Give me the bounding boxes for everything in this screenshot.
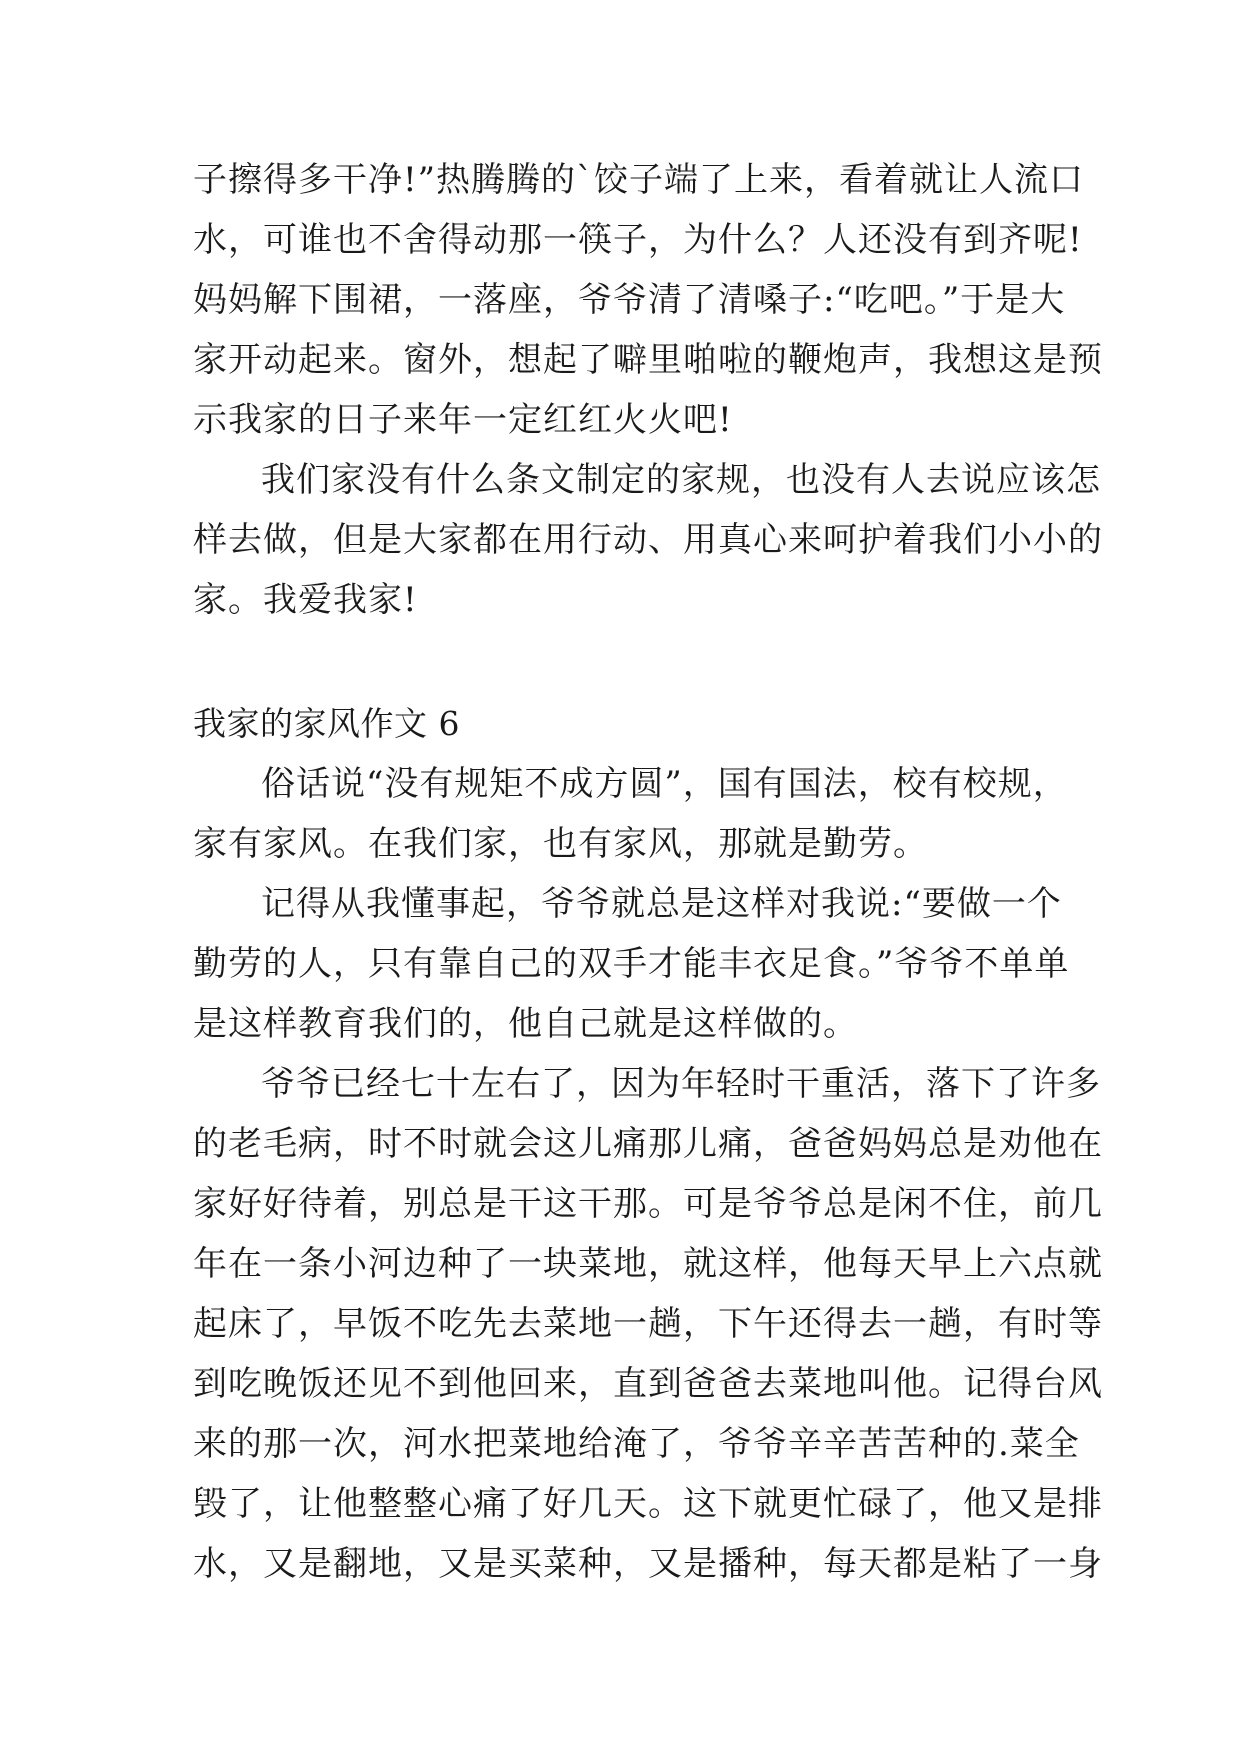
text-line: 妈妈解下围裙，一落座，爷爷清了清嗓子:“吃吧。”于是大 [193, 280, 1066, 320]
text-line: 家有家风。在我们家，也有家风，那就是勤劳。 [193, 824, 928, 864]
text-line: 水，可谁也不舍得动那一筷子，为什么？人还没有到齐呢! [193, 220, 1083, 260]
text-line: 家开动起来。窗外，想起了噼里啪啦的鞭炮声，我想这是预 [193, 340, 1103, 380]
text-line: 起床了，早饭不吃先去菜地一趟，下午还得去一趟，有时等 [193, 1304, 1103, 1344]
paragraph-start-line: 俗话说“没有规矩不成方圆”，国有国法，校有校规， [261, 764, 1068, 804]
document-body [193, 150, 1103, 1594]
text-line: 子擦得多干净!”热腾腾的`饺子端了上来，看着就让人流口 [193, 160, 1085, 200]
paragraph-start-line: 我们家没有什么条文制定的家规，也没有人去说应该怎 [261, 460, 1101, 500]
blank-line [193, 630, 1063, 694]
text-line: 示我家的日子来年一定红红火火吧! [193, 400, 733, 440]
text-line: 是这样教育我们的，他自己就是这样做的。 [193, 1004, 858, 1044]
paragraph-start-line: 爷爷已经七十左右了，因为年轻时干重活，落下了许多 [261, 1064, 1101, 1104]
text-line: 的老毛病，时不时就会这儿痛那儿痛，爸爸妈妈总是劝他在 [193, 1124, 1103, 1164]
text-line: 年在一条小河边种了一块菜地，就这样，他每天早上六点就 [193, 1244, 1103, 1284]
text-line: 来的那一次，河水把菜地给淹了，爷爷辛辛苦苦种的.菜全 [193, 1424, 1080, 1464]
text-line: 勤劳的人，只有靠自己的双手才能丰衣足食。”爷爷不单单 [193, 944, 1070, 984]
text-line: 毁了，让他整整心痛了好几天。这下就更忙碌了，他又是排 [193, 1484, 1103, 1524]
text-line: 样去做，但是大家都在用行动、用真心来呵护着我们小小的 [193, 520, 1103, 560]
text-line: 家。我爱我家! [193, 580, 418, 620]
paragraph-start-line: 记得从我懂事起，爷爷就总是这样对我说:“要做一个 [261, 884, 1062, 924]
text-line: 家好好待着，别总是干这干那。可是爷爷总是闲不住，前几 [193, 1184, 1103, 1224]
text-line: 到吃晚饭还见不到他回来，直到爸爸去菜地叫他。记得台风 [193, 1364, 1103, 1404]
text-line: 水，又是翻地，又是买菜种，又是播种，每天都是粘了一身 [193, 1544, 1103, 1584]
section-heading: 我家的家风作文 6 [193, 704, 460, 743]
